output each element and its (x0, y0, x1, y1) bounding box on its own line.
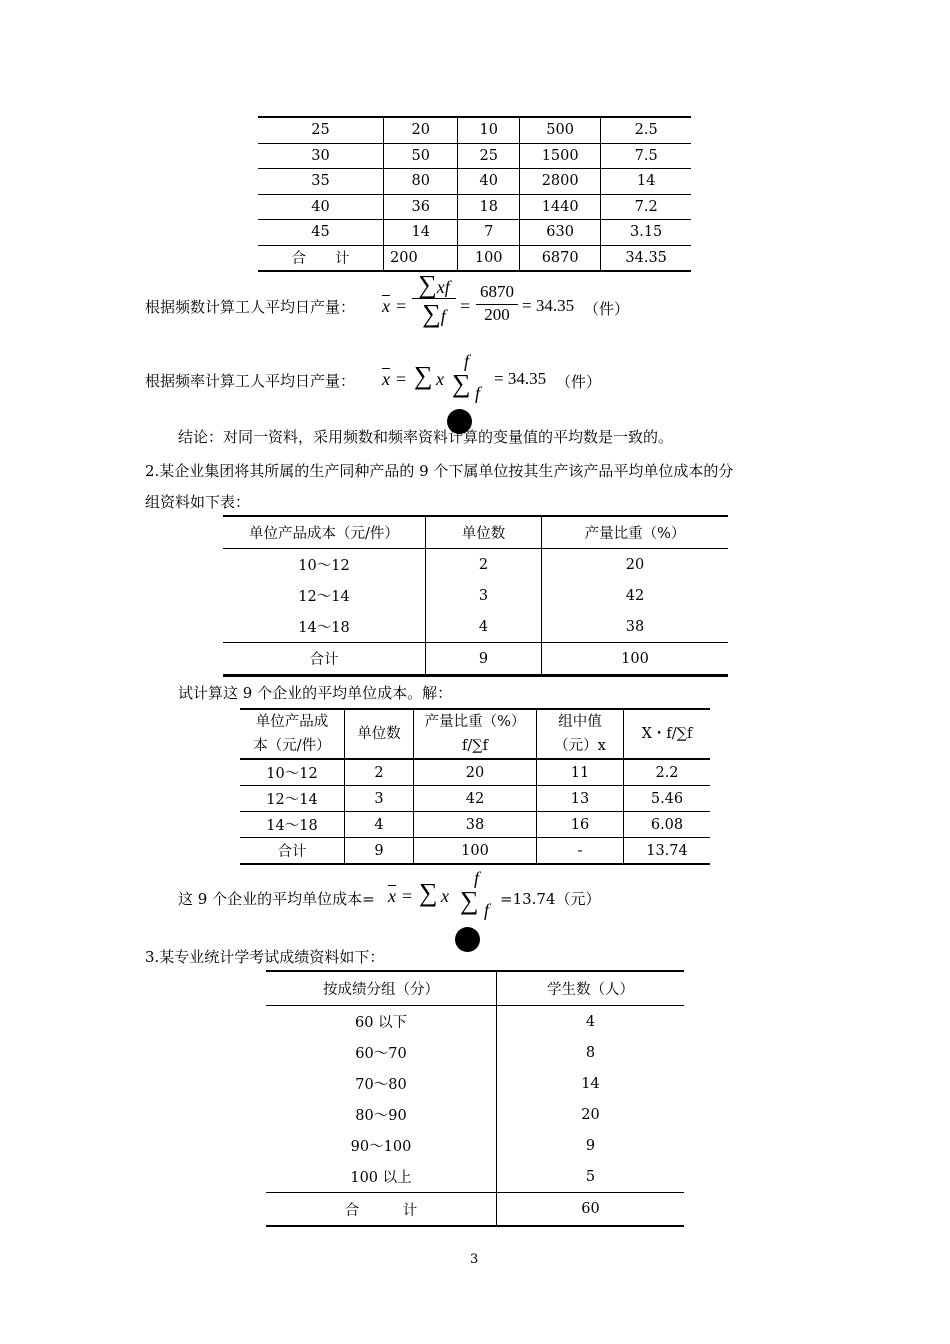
sum-xf-fraction (412, 270, 456, 327)
table-cell: 80 (384, 169, 458, 195)
unit-cost-table (223, 515, 728, 677)
sigma-symbol-2: ∑ (452, 369, 471, 398)
header-cell (537, 709, 624, 759)
table-row (266, 1068, 684, 1099)
value-fraction (476, 282, 518, 327)
table-cell: 20 (384, 117, 458, 143)
formula2-result: = 34.35 (494, 369, 547, 388)
black-dot (455, 927, 480, 952)
table-cell: 45 (258, 220, 384, 246)
table-cell: 10 (458, 117, 520, 143)
table-total-row (223, 643, 728, 676)
table-header-row (266, 971, 684, 1006)
table-cell: 6.08 (624, 812, 711, 838)
table-cell: 50 (384, 143, 458, 169)
table-cell: 3.15 (601, 220, 691, 246)
header-cell: X・f/∑f (624, 709, 711, 759)
table-row (240, 759, 710, 786)
table-cell: 13 (537, 786, 624, 812)
table-cell: 5 (585, 1168, 596, 1185)
header-cell: 产量比重（%） (542, 516, 729, 549)
x-bar-symbol: $\overline{x}$ (382, 369, 390, 389)
formula2 (380, 351, 640, 405)
table-row (258, 169, 691, 195)
table-cell: 3 (345, 786, 414, 812)
table-cell: 90～100 (266, 1130, 497, 1161)
table-cell: 60～70 (266, 1037, 497, 1068)
table-cell: 40 (458, 169, 520, 195)
f-numerator: f (474, 868, 480, 888)
frequency-table-body (258, 117, 691, 271)
table-row (266, 1006, 684, 1038)
table-cell: 42 (414, 786, 537, 812)
frequency-table (258, 116, 691, 272)
table-cell: 6870 (519, 245, 600, 271)
table-cell: 7.5 (601, 143, 691, 169)
table-row (240, 786, 710, 812)
q2-line1: 2.某企业集团将其所属的生产同种产品的 9 个下属单位按其生产该产品平均单位成本的分 (145, 462, 734, 480)
header-cell: 单位产品成本（元/件） (223, 516, 426, 549)
x-bar-symbol: $\overline{x}$ (388, 886, 396, 906)
formula1 (380, 268, 640, 338)
solution-table-body (240, 759, 710, 864)
table-cell: 25 (258, 117, 384, 143)
formula3-label: 这 9 个企业的平均单位成本= (178, 890, 375, 908)
table-row (266, 1130, 684, 1161)
header-cell: 按成绩分组（分） (266, 971, 497, 1006)
table-cell: 12～14 (223, 580, 426, 611)
sigma-symbol-2: ∑ (460, 886, 479, 915)
equals-sign-2: = (460, 296, 471, 316)
header-cell: 单位数 (345, 709, 414, 759)
formula1-unit: （件） (584, 300, 630, 318)
sigma-symbol: ∑ (419, 878, 438, 907)
table-cell: 5.46 (624, 786, 711, 812)
header-line: 单位产品成 (255, 714, 329, 730)
table-cell: 3 (426, 580, 542, 611)
page-number: 3 (470, 1252, 479, 1267)
header-line: （元）x (554, 738, 606, 754)
table-cell: 500 (519, 117, 600, 143)
q2-task-text: 试计算这 9 个企业的平均单位成本。解： (178, 684, 453, 702)
table-cell: 4 (585, 1013, 596, 1030)
table-cell: 80～90 (266, 1099, 497, 1130)
table-cell: 1440 (519, 194, 600, 220)
formula3 (386, 868, 616, 922)
table-cell: 4 (345, 812, 414, 838)
table-cell: 100 (414, 838, 537, 865)
header-line: 本（元/件） (253, 738, 331, 754)
table-cell: 40 (258, 194, 384, 220)
score-table (266, 970, 684, 1227)
formula1-result: = 34.35 (522, 296, 575, 315)
table-cell: 35 (258, 169, 384, 195)
sum-xf-numerator: ∑xf (418, 270, 450, 299)
header-cell: 单位数 (426, 516, 542, 549)
header-line: 组中值 (558, 714, 602, 730)
table-cell: 14 (601, 169, 691, 195)
formula2-unit: （件） (556, 373, 602, 391)
table-cell: 13.74 (624, 838, 711, 865)
solution-table (240, 708, 710, 865)
table-header-row (240, 709, 710, 759)
table-cell: 60 以下 (266, 1006, 497, 1038)
table-cell: 9 (345, 838, 414, 865)
formula1-label: 根据频数计算工人平均日产量： (145, 298, 356, 316)
table-cell: 9 (585, 1137, 596, 1154)
table-cell: 16 (537, 812, 624, 838)
table-cell: 200 (384, 245, 458, 271)
header-cell (414, 709, 537, 759)
table-cell: 8 (585, 1044, 596, 1061)
table-cell: 20 (414, 759, 537, 786)
table-cell: - (537, 838, 624, 865)
table-cell: 60 (497, 1193, 685, 1227)
q3-text: 3.某专业统计学考试成绩资料如下： (145, 948, 385, 966)
table-cell: 630 (519, 220, 600, 246)
table-cell: 2.2 (624, 759, 711, 786)
table-cell: 7 (458, 220, 520, 246)
table-cell: 9 (426, 643, 542, 676)
sigma-symbol: ∑ (414, 361, 433, 390)
table-cell: 12～14 (240, 786, 345, 812)
table-cell: 2 (345, 759, 414, 786)
table-cell: 11 (537, 759, 624, 786)
q2-line2: 组资料如下表： (145, 493, 251, 511)
header-line: f/∑f (462, 738, 488, 754)
table-row (258, 194, 691, 220)
table-cell: 70～80 (266, 1068, 497, 1099)
table-cell: 10～12 (223, 549, 426, 581)
formula3-result: =13.74（元） (500, 890, 601, 908)
table-cell: 25 (458, 143, 520, 169)
table-cell: 38 (414, 812, 537, 838)
table-cell: 20 (581, 1106, 600, 1123)
f-numerator: f (464, 351, 470, 371)
x-variable: x (436, 369, 444, 389)
table-total-row (266, 1193, 684, 1227)
header-line: 产量比重（%） (424, 714, 526, 730)
table-cell: 14～18 (223, 611, 426, 643)
table-cell: 14 (581, 1075, 600, 1092)
table-row (240, 838, 710, 865)
table-cell: 20 (625, 556, 645, 573)
table-cell: 合 计 (258, 245, 384, 271)
table-cell: 18 (458, 194, 520, 220)
header-cell (240, 709, 345, 759)
score-table-body (266, 1006, 684, 1193)
sum-f-denominator: ∑f (412, 298, 456, 327)
table-cell: 合 计 (266, 1193, 497, 1227)
table-cell: 2800 (519, 169, 600, 195)
table-row (258, 117, 691, 143)
table-cell: 合计 (240, 838, 345, 865)
table-cell: 4 (426, 611, 542, 643)
f-subscript: f (484, 900, 490, 920)
table-cell: 100 以上 (266, 1161, 497, 1193)
table-cell: 30 (258, 143, 384, 169)
f-subscript: f (475, 383, 481, 403)
table-row (240, 812, 710, 838)
table-cell: 38 (625, 618, 645, 635)
fraction-denominator: 200 (476, 304, 518, 327)
table-row (266, 1161, 684, 1193)
table-cell: 100 (542, 643, 729, 676)
table-row (266, 1037, 684, 1068)
table-row (266, 1099, 684, 1130)
conclusion-text: 结论：对同一资料，采用频数和频率资料计算的变量值的平均数是一致的。 (178, 428, 674, 446)
table-cell: 合计 (223, 643, 426, 676)
table-cell: 14～18 (240, 812, 345, 838)
header-cell: 学生数（人） (497, 971, 685, 1006)
table-cell: 2 (426, 549, 542, 581)
table-cell: 7.2 (601, 194, 691, 220)
table-cell: 100 (458, 245, 520, 271)
table-cell: 1500 (519, 143, 600, 169)
fraction-numerator: 6870 (480, 282, 514, 301)
table-cell: 10～12 (240, 759, 345, 786)
table-cell: 34.35 (601, 245, 691, 271)
equals-sign: = (396, 369, 407, 389)
table-cell: 36 (384, 194, 458, 220)
formula2-label: 根据频率计算工人平均日产量： (145, 372, 356, 390)
table-row (223, 611, 728, 643)
table-row (223, 580, 728, 611)
table-cell: 42 (625, 587, 645, 604)
table-row (258, 220, 691, 246)
x-bar-symbol: $\overline{x}$ (382, 296, 390, 316)
x-variable: x (441, 886, 449, 906)
table-header-row (223, 516, 728, 549)
table-row (258, 143, 691, 169)
table-cell: 14 (384, 220, 458, 246)
table-row (223, 549, 728, 581)
table-cell: 2.5 (601, 117, 691, 143)
equals-sign: = (396, 296, 407, 316)
equals-sign: = (402, 886, 413, 906)
